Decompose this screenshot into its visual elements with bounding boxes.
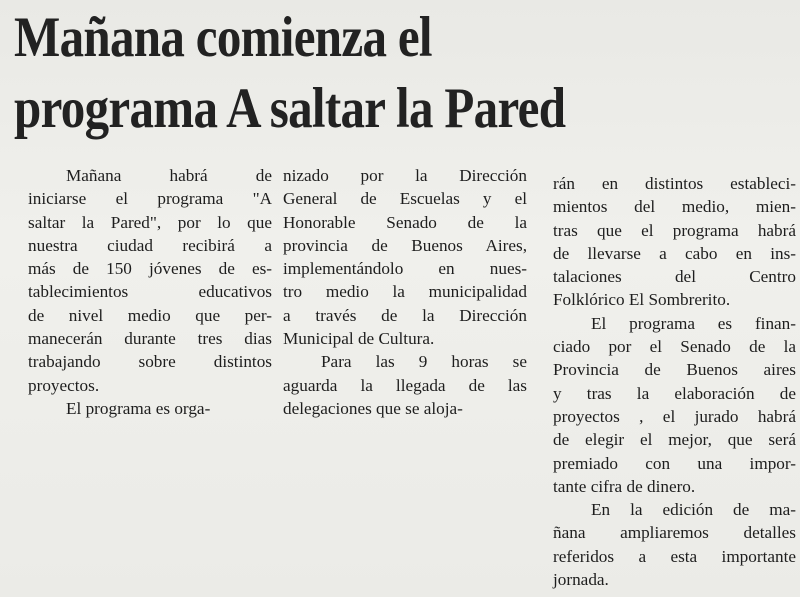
article-text-line: Mañana habrá de [66,166,272,185]
article-text-line: de llevarse a cabo en ins- [553,243,796,263]
article-headline [14,2,685,144]
article-text-line: tro medio la municipalidad [283,282,527,302]
article-text-line: ciado por el Senado de la [553,337,796,357]
article-text-line: trabajando sobre distintos [28,352,272,372]
article-text-line: Honorable Senado de la [283,212,527,232]
article-text-line: implementándolo en nues- [283,259,527,279]
article-text-line: rán en distintos estableci- [553,174,796,193]
article-column-2 [283,164,527,420]
article-text-line: nizado por la Dirección [283,166,527,185]
article-text-line: Provincia de Buenos aires [553,360,796,380]
article-text-line: Folklórico El Sombrerito. [553,290,731,310]
article-text-line: tablecimientos educativos [28,282,272,302]
article-text-line: Municipal de Cultura. [283,329,435,349]
article-text-line: Para las 9 horas se [321,352,527,372]
article-text-line: de elegir el mejor, que será [553,430,796,450]
article-column-1 [28,164,272,420]
article-text-line: proyectos. [28,375,100,395]
article-text-line: tras que el programa habrá [553,220,796,240]
headline-line-1: Mañana comienza el [14,6,432,69]
article-text-line: y tras la elaboración de [553,383,796,403]
article-text-line: nuestra ciudad recibirá a [28,235,272,255]
article-text-line: El programa es orga- [66,398,211,418]
article-text-line: talaciones del Centro [553,267,796,287]
article-text-line: referidos a esta importante [553,546,796,566]
article-text-line: iniciarse el programa "A [28,189,272,209]
headline-line-2: programa A saltar la Pared [14,77,566,140]
article-text-line: El programa es finan- [591,313,796,333]
article-text-line: más de 150 jóvenes de es- [28,259,272,279]
article-text-line: En la edición de ma- [591,500,796,520]
article-text-line: jornada. [553,570,609,590]
article-text-line: tante cifra de dinero. [553,476,696,496]
article-text-line: provincia de Buenos Aires, [283,235,527,255]
article-text-line: General de Escuelas y el [283,189,527,209]
article-text-line: delegaciones que se aloja- [283,398,463,418]
article-text-line: premiado con una impor- [553,453,796,473]
article-text-line: a través de la Dirección [283,305,527,325]
article-text-line: ñana ampliaremos detalles [553,523,796,543]
article-text-line: proyectos , el jurado habrá [553,406,796,426]
article-column-3 [553,172,796,591]
article-text-line: mientos del medio, mien- [553,197,796,217]
article-text-line: de nivel medio que per- [28,305,272,325]
article-text-line: saltar la Pared", por lo que [28,212,272,232]
article-text-line: manecerán durante tres dias [28,329,272,349]
article-text-line: aguarda la llegada de las [283,375,527,395]
